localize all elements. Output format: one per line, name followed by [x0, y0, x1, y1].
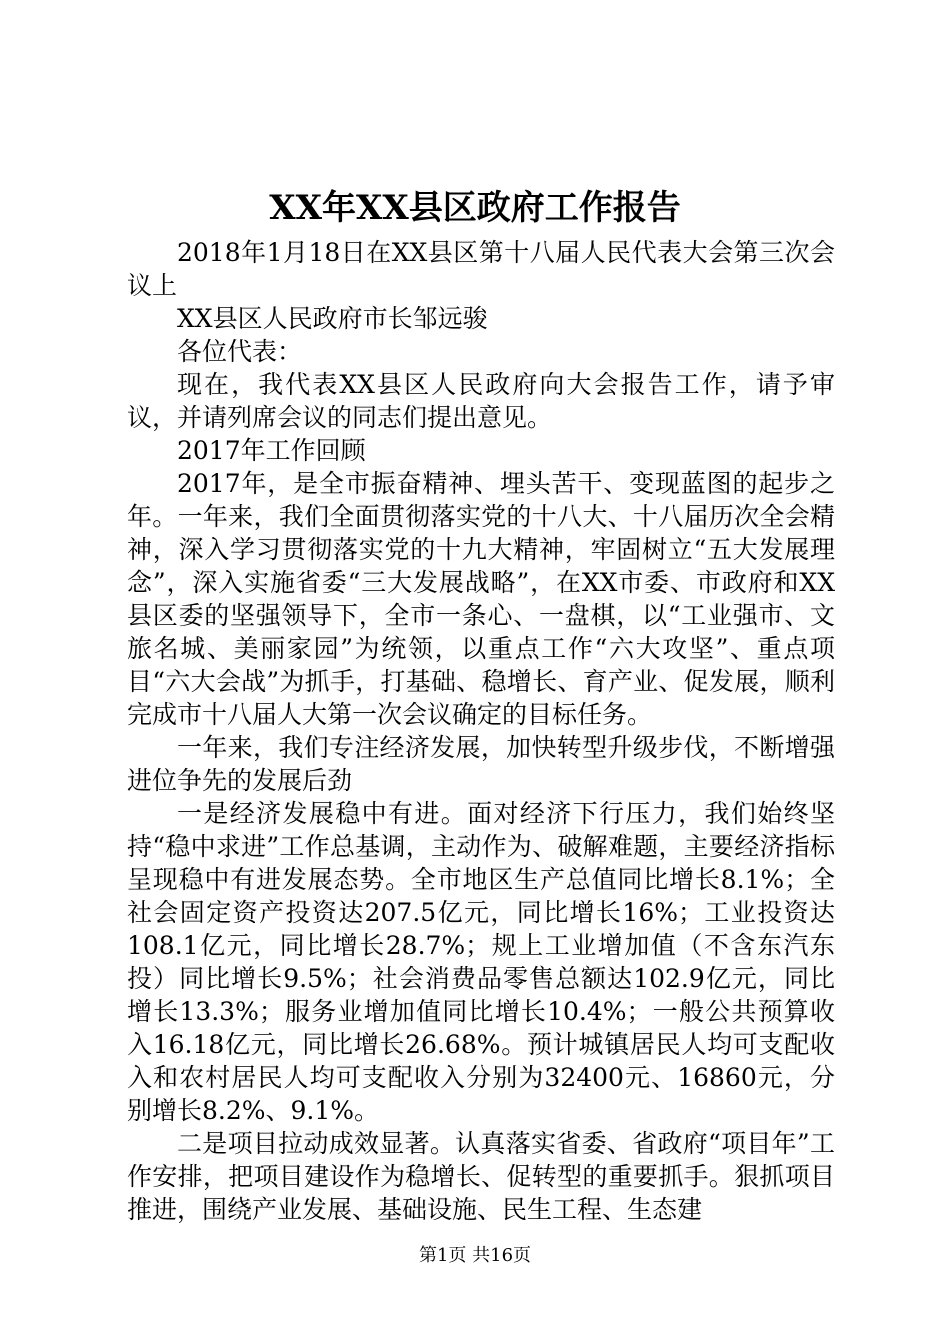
- paragraph-economy-stats: 一是经济发展稳中有进。面对经济下行压力，我们始终坚持“稳中求进”工作总基调，主动作为、破解难题，主要经济指标呈现稳中有进发展态势。全市地区生产总值同比增长8.1%；全社会固定资产投资达207.5亿元，同比增长16%；工业投资达108.1亿元，同比增长28.7%；规上工业增加值（不含东汽东投）同比增长9.5%；社会消费品零售总额达102.9亿元，同比增长13.3%；服务业增加值同比增长10.4%；一般公共预算收入16.18亿元，同比增长26.68%。预计城镇居民人均可支配收入和农村居民人均可支配收入分别为32400元、16860元，分别增长8.2%、9.1%。: [127, 799, 835, 1125]
- document-body: [127, 236, 835, 1226]
- document-title: XX年XX县区政府工作报告: [269, 188, 681, 228]
- page-number-footer: 第1页 共16页: [418, 1245, 532, 1266]
- paragraph-salutation: 各位代表：: [177, 337, 303, 366]
- paragraph-meeting-info: 2018年1月18日在XX县区第十八届人民代表大会第三次会议上: [127, 238, 835, 300]
- paragraph-speaker: XX县区人民政府市长邹远骏: [177, 304, 488, 333]
- paragraph-projects: 二是项目拉动成效显著。认真落实省委、省政府“项目年”工作安排，把项目建设作为稳增长、促转型的重要抓手。狠抓项目推进，围绕产业发展、基础设施、民生工程、生态建: [127, 1129, 835, 1224]
- paragraph-economy-focus: 一年来，我们专注经济发展，加快转型升级步伐，不断增强进位争先的发展后劲: [127, 733, 835, 795]
- section-heading-review: 2017年工作回顾: [177, 436, 366, 465]
- paragraph-overview: 2017年，是全市振奋精神、埋头苦干、变现蓝图的起步之年。一年来，我们全面贯彻落实党的十八大、十八届历次全会精神，深入学习贯彻落实党的十九大精神，牢固树立“五大发展理念”，深入实施省委“三大发展战略”，在XX市委、市政府和XX县区委的坚强领导下，全市一条心、一盘棋，以“工业强市、文旅名城、美丽家园”为统领，以重点工作“六大攻坚”、重点项目“六大会战”为抓手，打基础、稳增长、育产业、促发展，顺利完成市十八届人大第一次会议确定的目标任务。: [127, 469, 835, 729]
- paragraph-intro: 现在，我代表XX县区人民政府向大会报告工作，请予审议，并请列席会议的同志们提出意见。: [127, 370, 835, 432]
